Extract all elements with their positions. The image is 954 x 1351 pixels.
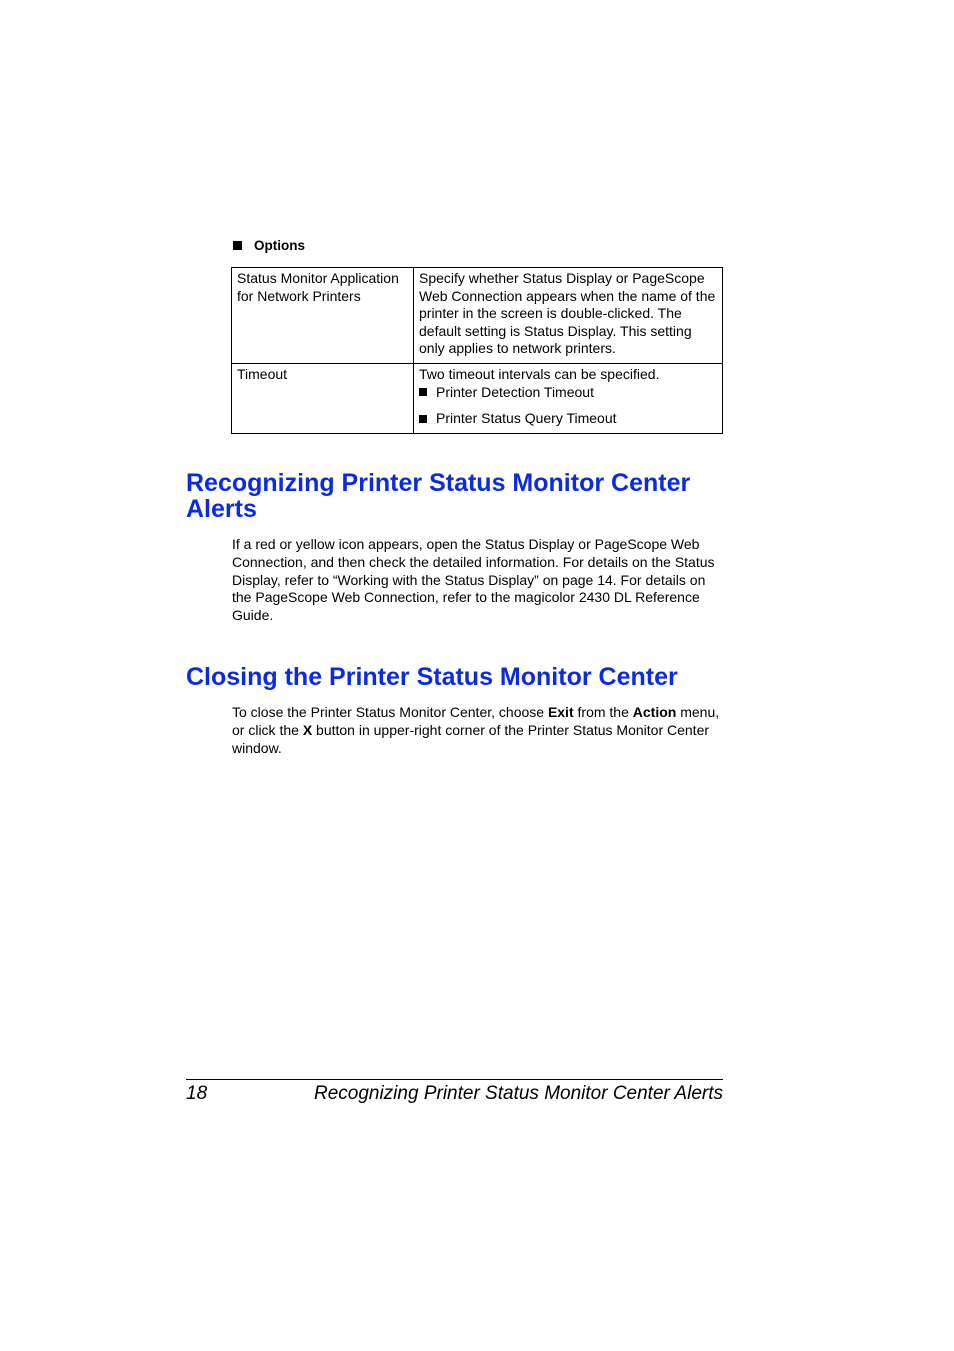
running-title: Recognizing Printer Status Monitor Center Alerts — [313, 1083, 723, 1104]
page-number: 18 — [186, 1083, 208, 1104]
closing-paragraph — [232, 704, 724, 757]
list-item — [419, 384, 717, 402]
list-item-text: Printer Status Query Timeout — [436, 410, 617, 427]
list-item — [419, 410, 717, 428]
bold-term: Exit — [547, 704, 574, 720]
square-bullet-icon — [419, 415, 427, 423]
table-row — [232, 268, 723, 364]
section-heading-closing: Closing the Printer Status Monitor Center — [186, 663, 678, 691]
table-cell-label: Status Monitor Application for Network Printers — [232, 268, 414, 364]
options-table — [231, 267, 723, 434]
section-heading-alerts — [186, 470, 690, 522]
options-heading-text: Options — [254, 238, 305, 253]
page-footer — [186, 1083, 723, 1105]
table-cell-description — [414, 363, 723, 433]
section-heading-line: Alerts — [186, 495, 257, 523]
bold-term: X — [302, 721, 313, 738]
table-cell-label: Timeout — [232, 363, 414, 433]
text-run: menu, or click the — [232, 704, 720, 738]
alerts-paragraph: If a red or yellow icon appears, open the Status Display or PageScope Web Connection, and then check the detailed information. For details on the Status Display, refer to “Working with the Status Display” on page 14. For details on the PageScope Web Connection, refer to the magicolor 2430 DL Reference Guide. — [232, 536, 715, 624]
text-run: from the — [573, 704, 633, 720]
text-run: button in upper-right corner of the Printer Status Monitor Center window. — [232, 721, 710, 756]
list-item-text: Printer Detection Timeout — [436, 383, 594, 400]
section-heading-line: Recognizing Printer Status Monitor Center — [186, 469, 691, 497]
square-bullet-icon — [233, 241, 242, 250]
bold-term: Action — [632, 704, 677, 720]
square-bullet-icon — [419, 388, 427, 396]
timeout-intro: Two timeout intervals can be specified. — [419, 365, 660, 382]
text-run: To close the Printer Status Monitor Center, choose — [232, 704, 548, 720]
footer-rule — [186, 1079, 723, 1080]
table-row — [232, 363, 723, 433]
table-cell-description: Specify whether Status Display or PageScope Web Connection appears when the name of the printer in the screen is double-clicked. The default setting is Status Display. This setting only applies to network printers. — [414, 268, 723, 364]
options-heading — [233, 238, 305, 253]
